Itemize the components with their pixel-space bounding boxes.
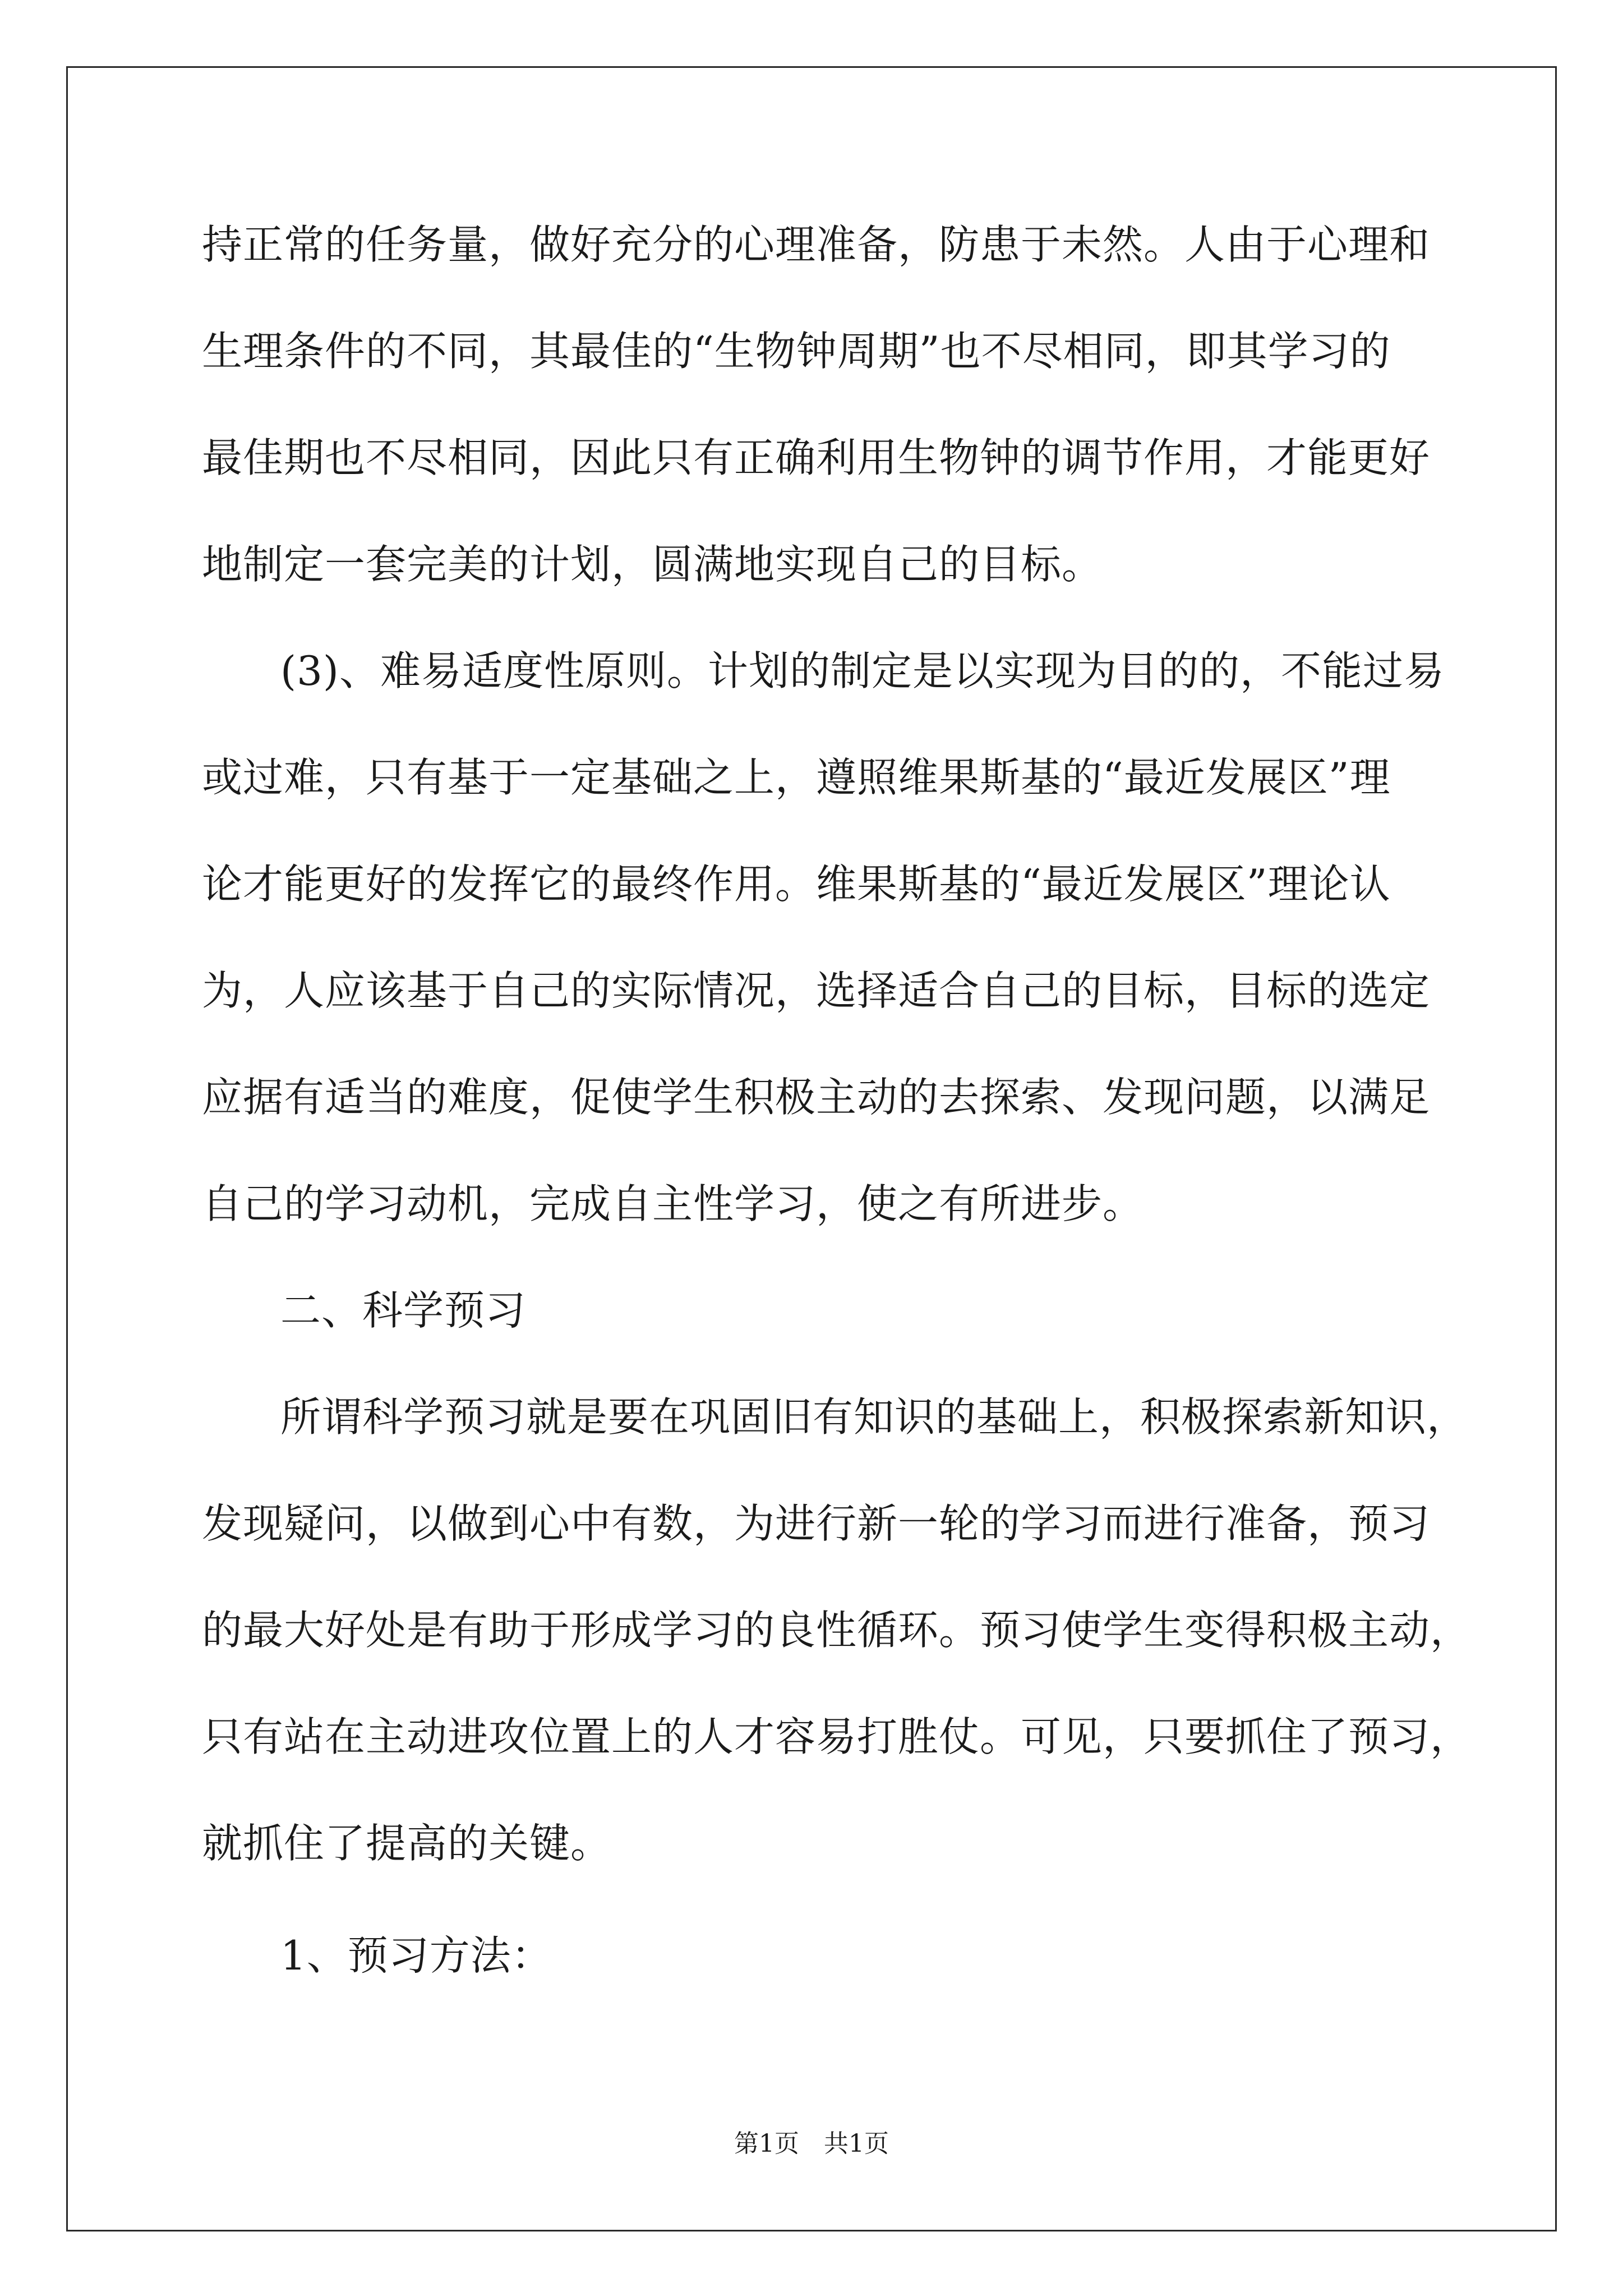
text-line: (3)、难易适度性原则。计划的制定是以实现为目的的，不能过易 [280,647,1445,694]
text-line: 地制定一套完美的计划，圆满地实现自己的目标。 [202,541,1103,588]
page-border [66,66,1557,2231]
text-line: 的最大好处是有助于形成学习的良性循环。预习使学生变得积极主动， [202,1607,1472,1654]
subsection-heading: 1、预习方法： [280,1932,552,1979]
text-line: 生理条件的不同，其最佳的“生物钟周期”也不尽相同，即其学习的 [202,328,1391,375]
text-line: 应据有适当的难度，促使学生积极主动的去探索、发现问题，以满足 [202,1074,1431,1121]
text-line: 为，人应该基于自己的实际情况，选择适合自己的目标，目标的选定 [202,967,1431,1014]
text-line: 就抓住了提高的关键。 [202,1820,612,1867]
text-line: 发现疑问，以做到心中有数，为进行新一轮的学习而进行准备，预习 [202,1500,1431,1547]
text-line: 最佳期也不尽相同，因此只有正确利用生物钟的调节作用，才能更好 [202,434,1431,481]
text-line: 所谓科学预习就是要在巩固旧有知识的基础上，积极探索新知识， [280,1393,1468,1441]
page-footer: 第1页 共1页 [734,2129,889,2158]
text-line: 持正常的任务量，做好充分的心理准备，防患于未然。人由于心理和 [202,221,1431,268]
text-line: 自己的学习动机，完成自主性学习，使之有所进步。 [202,1180,1144,1227]
text-line: 论才能更好的发挥它的最终作用。维果斯基的“最近发展区”理论认 [202,861,1391,908]
text-line: 或过难，只有基于一定基础之上，遵照维果斯基的“最近发展区”理 [202,754,1391,801]
text-line: 只有站在主动进攻位置上的人才容易打胜仗。可见，只要抓住了预习， [202,1713,1472,1760]
section-heading: 二、科学预习 [280,1287,527,1334]
